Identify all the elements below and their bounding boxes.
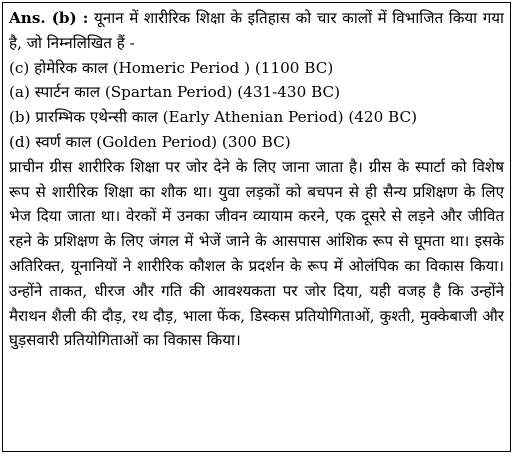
answer-intro-text: यूनान में शारीरिक शिक्षा के इतिहास को चार कालों में विभाजित किया गया है, जो निम्नलिखित हैं - [9,9,504,52]
period-item-golden: (d) स्वर्ण काल (Golden Period) (300 BC) [9,132,291,151]
period-item-early-athenian: (b) प्रारम्भिक एथेन्सी काल (Early Athenian Period) (420 BC) [9,108,418,127]
answer-box [2,2,511,452]
period-item-homeric: (c) होमेरिक काल (Homeric Period ) (1100 BC) [9,58,334,77]
explanation-paragraph: प्राचीन ग्रीस शारीरिक शिक्षा पर जोर देने के लिए जाना जाता है। ग्रीस के स्पार्टा को विशेष रूप से शारीरिक शिक्षा का शौक था। युवा लड़कों को बचपन से ही सैन्य प्रशिक्षण के लिए भेज दिया जाता था। वेरकों में उनका जीवन व्यायाम करने, एक दूसरे से लड़ने और जीवित रहने के प्रशिक्षण के लिए जंगल में भेजें जाने के आसपास आंशिक रूप से घूमता था। इसके अतिरिक्त, यूनानियों ने शारीरिक कौशल के प्रदर्शन के रूप में ओलंपिक का विकास किया। उन्होंने ताकत, धीरज और गति की आवश्यकता पर जोर दिया, यही वजह है कि उन्होंने मैराथन शैली की दौड़, रथ दौड़, भाला फेंक, डिस्कस प्रतियोगिताओं, कुश्ती, मुक्केबाजी और घुड़सवारी प्रतियोगिताओं का विकास किया। [9,157,504,350]
answer-label: Ans. (b) : [9,9,89,27]
answer-intro-paragraph [9,6,504,56]
period-item-spartan: (a) स्पार्टन काल (Spartan Period) (431-430 BC) [9,83,341,102]
